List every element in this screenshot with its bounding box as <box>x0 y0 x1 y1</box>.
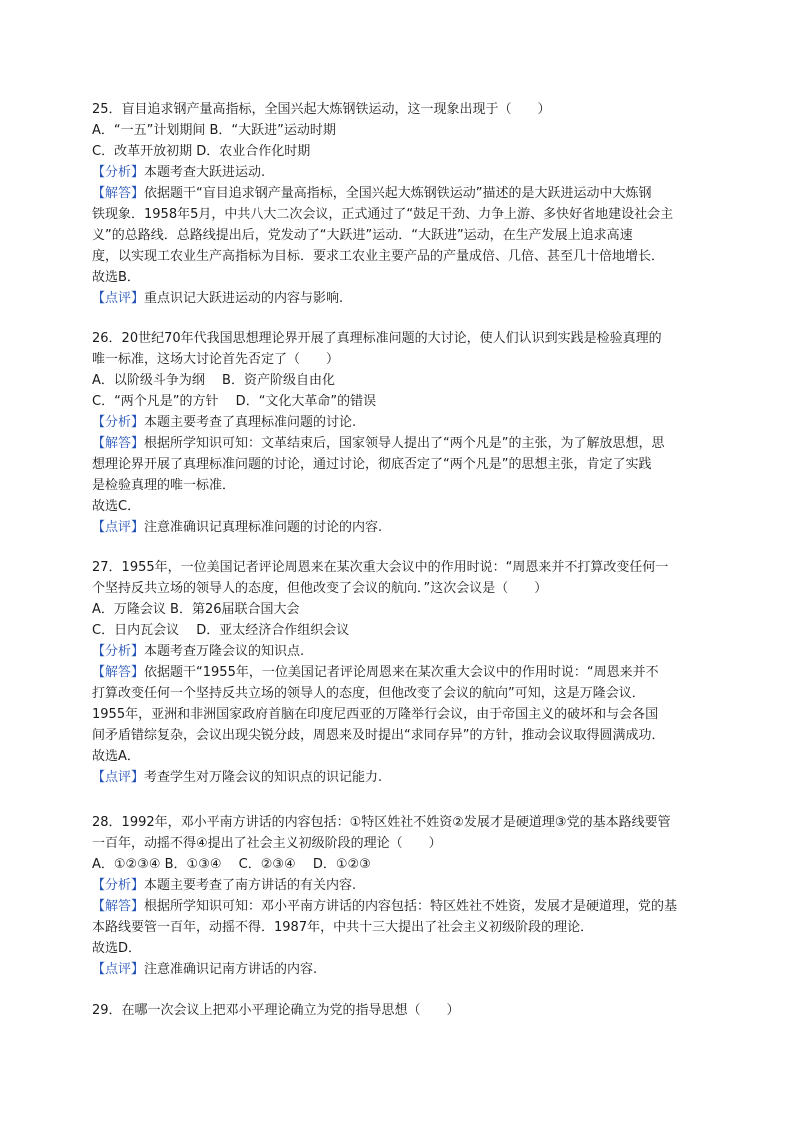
answer-text: 间矛盾错综复杂，会议出现尖锐分歧，周恩来及时提出“求同存异”的方针，推动会议取得圆满成功． <box>92 728 665 743</box>
comment-text: 重点识记大跃进运动的内容与影响. <box>144 291 344 306</box>
answer-text: 根据所学知识可知：邓小平南方讲话的内容包括：特区姓社不姓资，发展才是硬道理，党的基 <box>144 899 678 914</box>
analysis-tag: 【分析】 <box>92 878 145 893</box>
option-line: A．①②③④ B．①③④ C．②③④ D．①②③ <box>92 857 371 872</box>
question-stem: 29．在哪一次会议上把邓小平理论确立为党的指导思想（ ） <box>92 1003 460 1018</box>
answer-row <box>92 662 712 683</box>
question-stem: 26．20世纪70年代我国思想理论界开展了真理标准问题的大讨论，使人们认识到实践是检验真理的 <box>92 331 662 346</box>
answer-text: 1955年，亚洲和非洲国家政府首脑在印度尼西亚的万隆举行会议，由于帝国主义的破坏和与会各国 <box>92 707 659 722</box>
answer-text: 是检验真理的唯一标准． <box>92 478 236 493</box>
question-25 <box>92 99 712 309</box>
comment-text: 注意准确识记真理标准问题的讨论的内容. <box>144 520 383 535</box>
option-line: A．“一五”计划期间 B．“大跃进”运动时期 <box>92 123 336 138</box>
option-line: C．日内瓦会议 D．亚太经济合作组织会议 <box>92 623 350 638</box>
analysis-tag: 【分析】 <box>92 415 145 430</box>
analysis-row <box>92 641 712 662</box>
option-line: C．改革开放初期 D．农业合作化时期 <box>92 144 311 159</box>
analysis-text: 本题主要考查了真理标准问题的讨论. <box>144 415 357 430</box>
comment-tag: 【点评】 <box>92 291 145 306</box>
option-line: A．以阶级斗争为纲 B．资产阶级自由化 <box>92 373 335 388</box>
analysis-row <box>92 162 712 183</box>
answer-row <box>92 433 712 454</box>
comment-row <box>92 959 712 980</box>
answer-row <box>92 896 712 917</box>
comment-row <box>92 288 712 309</box>
comment-tag: 【点评】 <box>92 520 145 535</box>
answer-text: 根据所学知识可知：文革结束后，国家领导人提出了“两个凡是”的主张，为了解放思想，思 <box>144 436 665 451</box>
comment-row <box>92 767 712 788</box>
question-28 <box>92 812 712 980</box>
answer-text: 依据题干“盲目追求钢产量高指标，全国兴起大炼钢铁运动”描述的是大跃进运动中大炼钢 <box>144 186 652 201</box>
comment-text: 注意准确识记南方讲话的内容. <box>144 962 318 977</box>
question-29 <box>92 1000 712 1021</box>
answer-text: 打算改变任何一个坚持反共立场的领导人的态度，但他改变了会议的航向”可知，这是万隆会议． <box>92 686 645 701</box>
question-stem: 一百年，动摇不得④提出了社会主义初级阶段的理论（ ） <box>92 836 442 851</box>
analysis-row <box>92 875 712 896</box>
question-26 <box>92 328 712 538</box>
analysis-tag: 【分析】 <box>92 644 145 659</box>
comment-tag: 【点评】 <box>92 962 145 977</box>
option-line: A．万隆会议 B．第26届联合国大会 <box>92 602 300 617</box>
answer-text: 想理论界开展了真理标准问题的讨论，通过讨论，彻底否定了“两个凡是”的思想主张，肯定了实践 <box>92 457 652 472</box>
analysis-text: 本题主要考查了南方讲话的有关内容. <box>144 878 357 893</box>
answer-tag: 【解答】 <box>92 436 145 451</box>
answer-choice: 故选C． <box>92 499 141 514</box>
answer-text: 铁现象．1958年5月，中共八大二次会议，正式通过了“鼓足干劲、力争上游、多快好省地建设社会主 <box>92 207 674 222</box>
answer-tag: 【解答】 <box>92 186 145 201</box>
comment-row <box>92 517 712 538</box>
analysis-text: 本题考查大跃进运动. <box>144 165 266 180</box>
comment-tag: 【点评】 <box>92 770 145 785</box>
question-stem: 27．1955年，一位美国记者评论周恩来在某次重大会议中的作用时说：“周恩来并不打算改变任何一 <box>92 560 669 575</box>
answer-text: 依据题干“1955年，一位美国记者评论周恩来在某次重大会议中的作用时说：“周恩来并不 <box>144 665 659 680</box>
answer-tag: 【解答】 <box>92 665 145 680</box>
answer-choice: 故选A． <box>92 749 140 764</box>
answer-text: 本路线要管一百年，动摇不得．1987年，中共十三大提出了社会主义初级阶段的理论． <box>92 920 594 935</box>
question-stem: 28．1992年，邓小平南方讲话的内容包括：①特区姓社不姓资②发展才是硬道理③党的基本路线要管 <box>92 815 671 830</box>
comment-text: 考查学生对万隆会议的知识点的识记能力. <box>144 770 383 785</box>
answer-choice: 故选B． <box>92 270 140 285</box>
question-27 <box>92 557 712 788</box>
answer-text: 义”的总路线．总路线提出后，党发动了“大跃进”运动．“大跃进”运动，在生产发展上追求高速 <box>92 228 633 243</box>
analysis-tag: 【分析】 <box>92 165 145 180</box>
analysis-text: 本题考查万隆会议的知识点. <box>144 644 305 659</box>
answer-choice: 故选D． <box>92 941 142 956</box>
answer-row <box>92 183 712 204</box>
analysis-row <box>92 412 712 433</box>
question-stem: 个坚持反共立场的领导人的态度，但他改变了会议的航向．”这次会议是（ ） <box>92 581 548 596</box>
question-stem: 唯一标准，这场大讨论首先否定了（ ） <box>92 352 340 367</box>
answer-text: 度，以实现工农业生产高指标为目标．要求工农业主要产品的产量成倍、几倍、甚至几十倍地增长． <box>92 249 665 264</box>
answer-tag: 【解答】 <box>92 899 145 914</box>
question-stem: 25．盲目追求钢产量高指标，全国兴起大炼钢铁运动，这一现象出现于（ ） <box>92 102 551 117</box>
option-line: C．“两个凡是”的方针 D．“文化大革命”的错误 <box>92 394 377 409</box>
